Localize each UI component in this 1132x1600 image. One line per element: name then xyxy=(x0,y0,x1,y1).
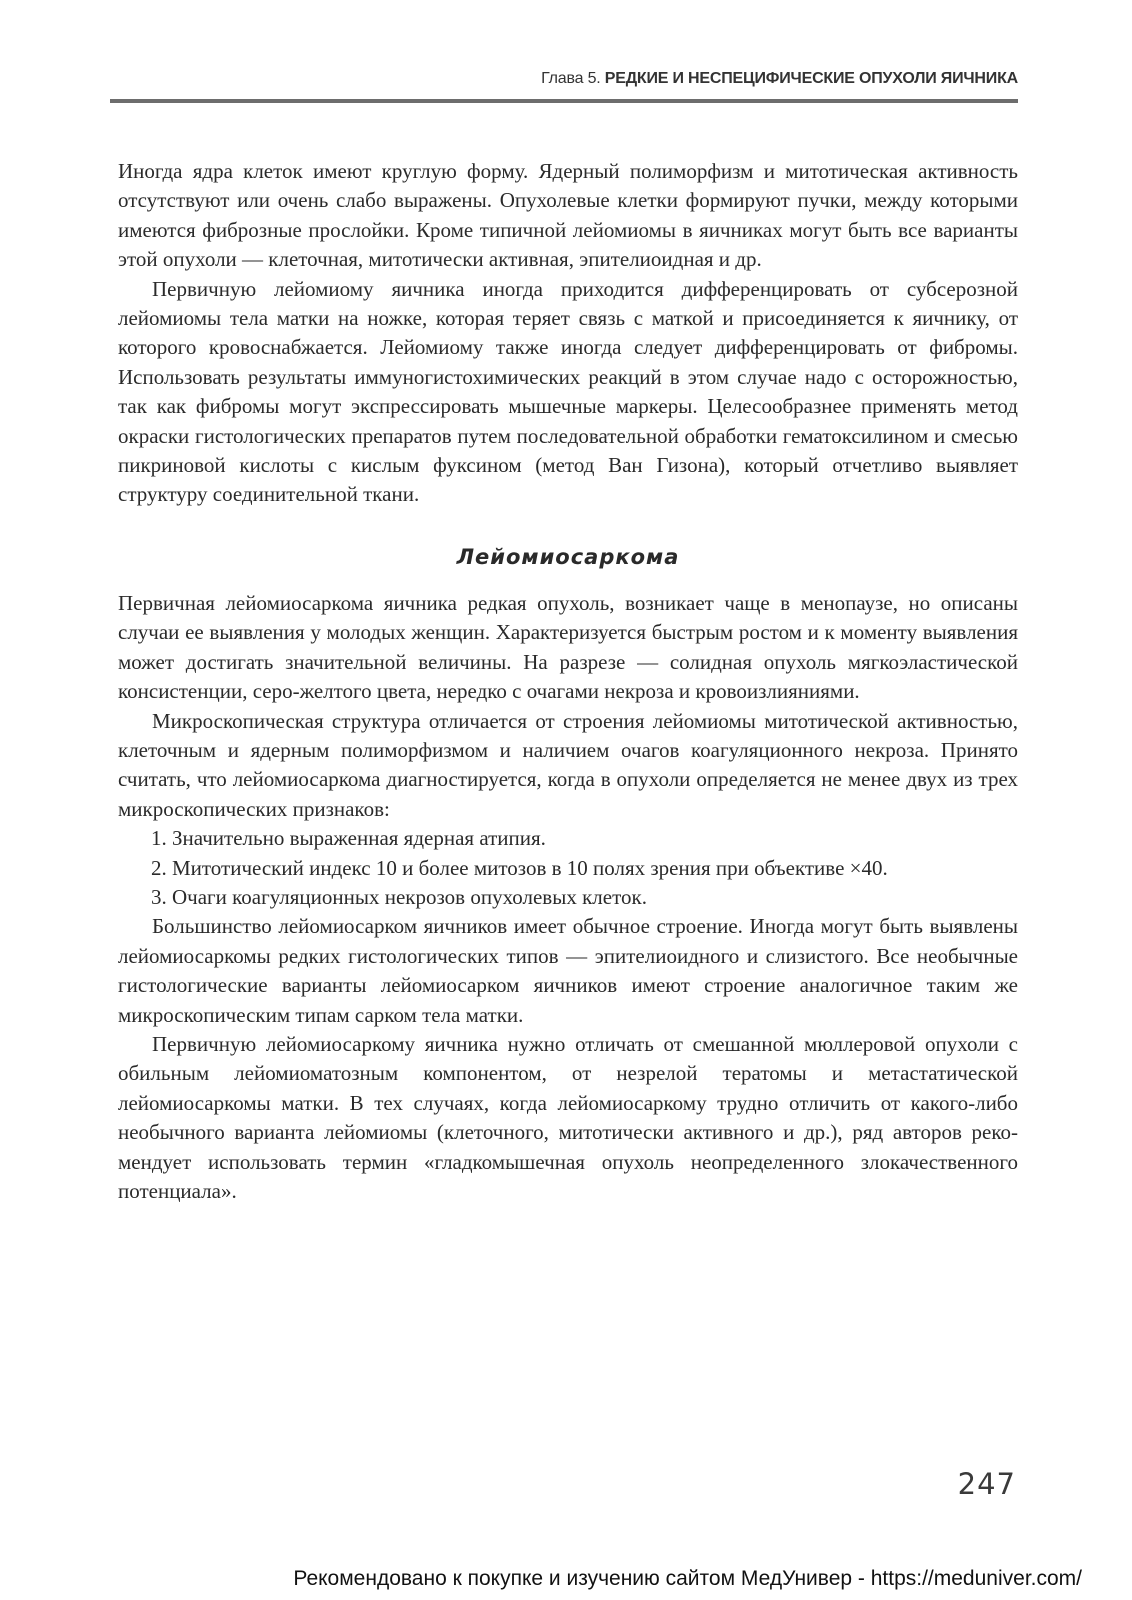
footer-recommendation: Рекомендовано к покупке и изучению сайтом МедУнивер - https://meduniver.com/ xyxy=(293,1567,1082,1590)
criteria-item-1: 1. Значительно выраженная ядерная атипия. xyxy=(151,826,546,851)
chapter-number: Глава 5. xyxy=(541,70,601,87)
paragraph-bottom-2: Первичную лейомиосаркому яичника нужно отличать от смешанной мюллеровой опухоли с обильным лейомиоматозным компонентом, от незрелой тератомы и метастатической лейомиосаркомы матки. В тех случаях, когда лейомиосаркому трудно отличить от какого-либо необычного варианта лейомиомы (клеточного, митотически активного и др.), ряд авторов рекомендует использовать термин «гладкомышечная опухоль неопределенного злокачественного потенциала». xyxy=(118,1031,1018,1203)
criteria-list xyxy=(118,824,1018,912)
paragraph-top-1: Иногда ядра клеток имеют круглую форму. Ядерный полиморфизм и митотическая активность отсутствуют или очень слабо выражены. Опухолевые клетки формируют пучки, между которыми имеются фиброзные прослойки. Кроме типичной лейомиомы в яичниках могут быть все варианты этой опухоли — клеточная, митотически активная, эпителиоидная и др. xyxy=(118,159,1018,272)
chapter-title: РЕДКИЕ И НЕСПЕЦИФИЧЕСКИЕ ОПУХОЛИ ЯИЧНИКА xyxy=(604,70,1018,87)
paragraph-section-2: Микроскопическая структура отличается от строения лейомиомы митотической активностью, клеточным и ядерным полиморфизмом и наличием очагов коагуляционного некроза. Принято считать, что лейомиосаркома диагностируется, когда в опухоли определяется не менее двух из трех микроскопических признаков: xyxy=(118,708,1018,821)
paragraph-top-2: Первичную лейомиому яичника иногда приходится дифференцировать от субсерозной лейомиомы тела матки на ножке, которая теряет связь с маткой и присоединяется к яичнику, от которого кровоснабжается. Лейомиому также иногда следует дифференцировать от фибромы. Использовать результаты иммуногистохимических реакций в этом случае надо с осторожностью, так как фибромы могут экспрессировать мышечные маркеры. Целесообразнее применять метод окраски гистологических препаратов путем последовательной обработки гематоксилином и смесью пикриновой кислоты с кислым фуксином (метод Ван Гизона), который отчетливо выявляет структуру соединительной ткани. xyxy=(118,276,1018,507)
criteria-item-2: 2. Митотический индекс 10 и более митозов в 10 полях зрения при объективе ×40. xyxy=(151,855,888,880)
running-head xyxy=(110,70,1018,88)
section-title: Лейомиосаркома xyxy=(456,544,680,569)
page-number: 247 xyxy=(957,1467,1016,1501)
header-rule xyxy=(110,99,1018,103)
paragraph-bottom-1: Большинство лейомиосарком яичников имеет обычное строение. Иногда могут быть выявлены лейомиосаркомы редких гистологических типов — эпителиоидного и слизистого. Все необычные гистологические варианты лейомиосарком яичников имеют строение аналогичное таким же микроскопическим типам сарком тела матки. xyxy=(118,914,1018,1027)
page-body xyxy=(118,157,1018,1206)
paragraph-section-1: Первичная лейомиосаркома яичника редкая опухоль, возникает чаще в менопаузе, но описаны случаи ее выявления у молодых женщин. Характеризуется быстрым ростом и к моменту выявления может достигать значительной величины. На разрезе — солидная опухоль мягкоэластической консистенции, серо-желтого цвета, нередко с очагами некроза и кровоизлияниями. xyxy=(118,590,1018,704)
criteria-item-3: 3. Очаги коагуляционных некрозов опухолевых клеток. xyxy=(151,884,647,909)
